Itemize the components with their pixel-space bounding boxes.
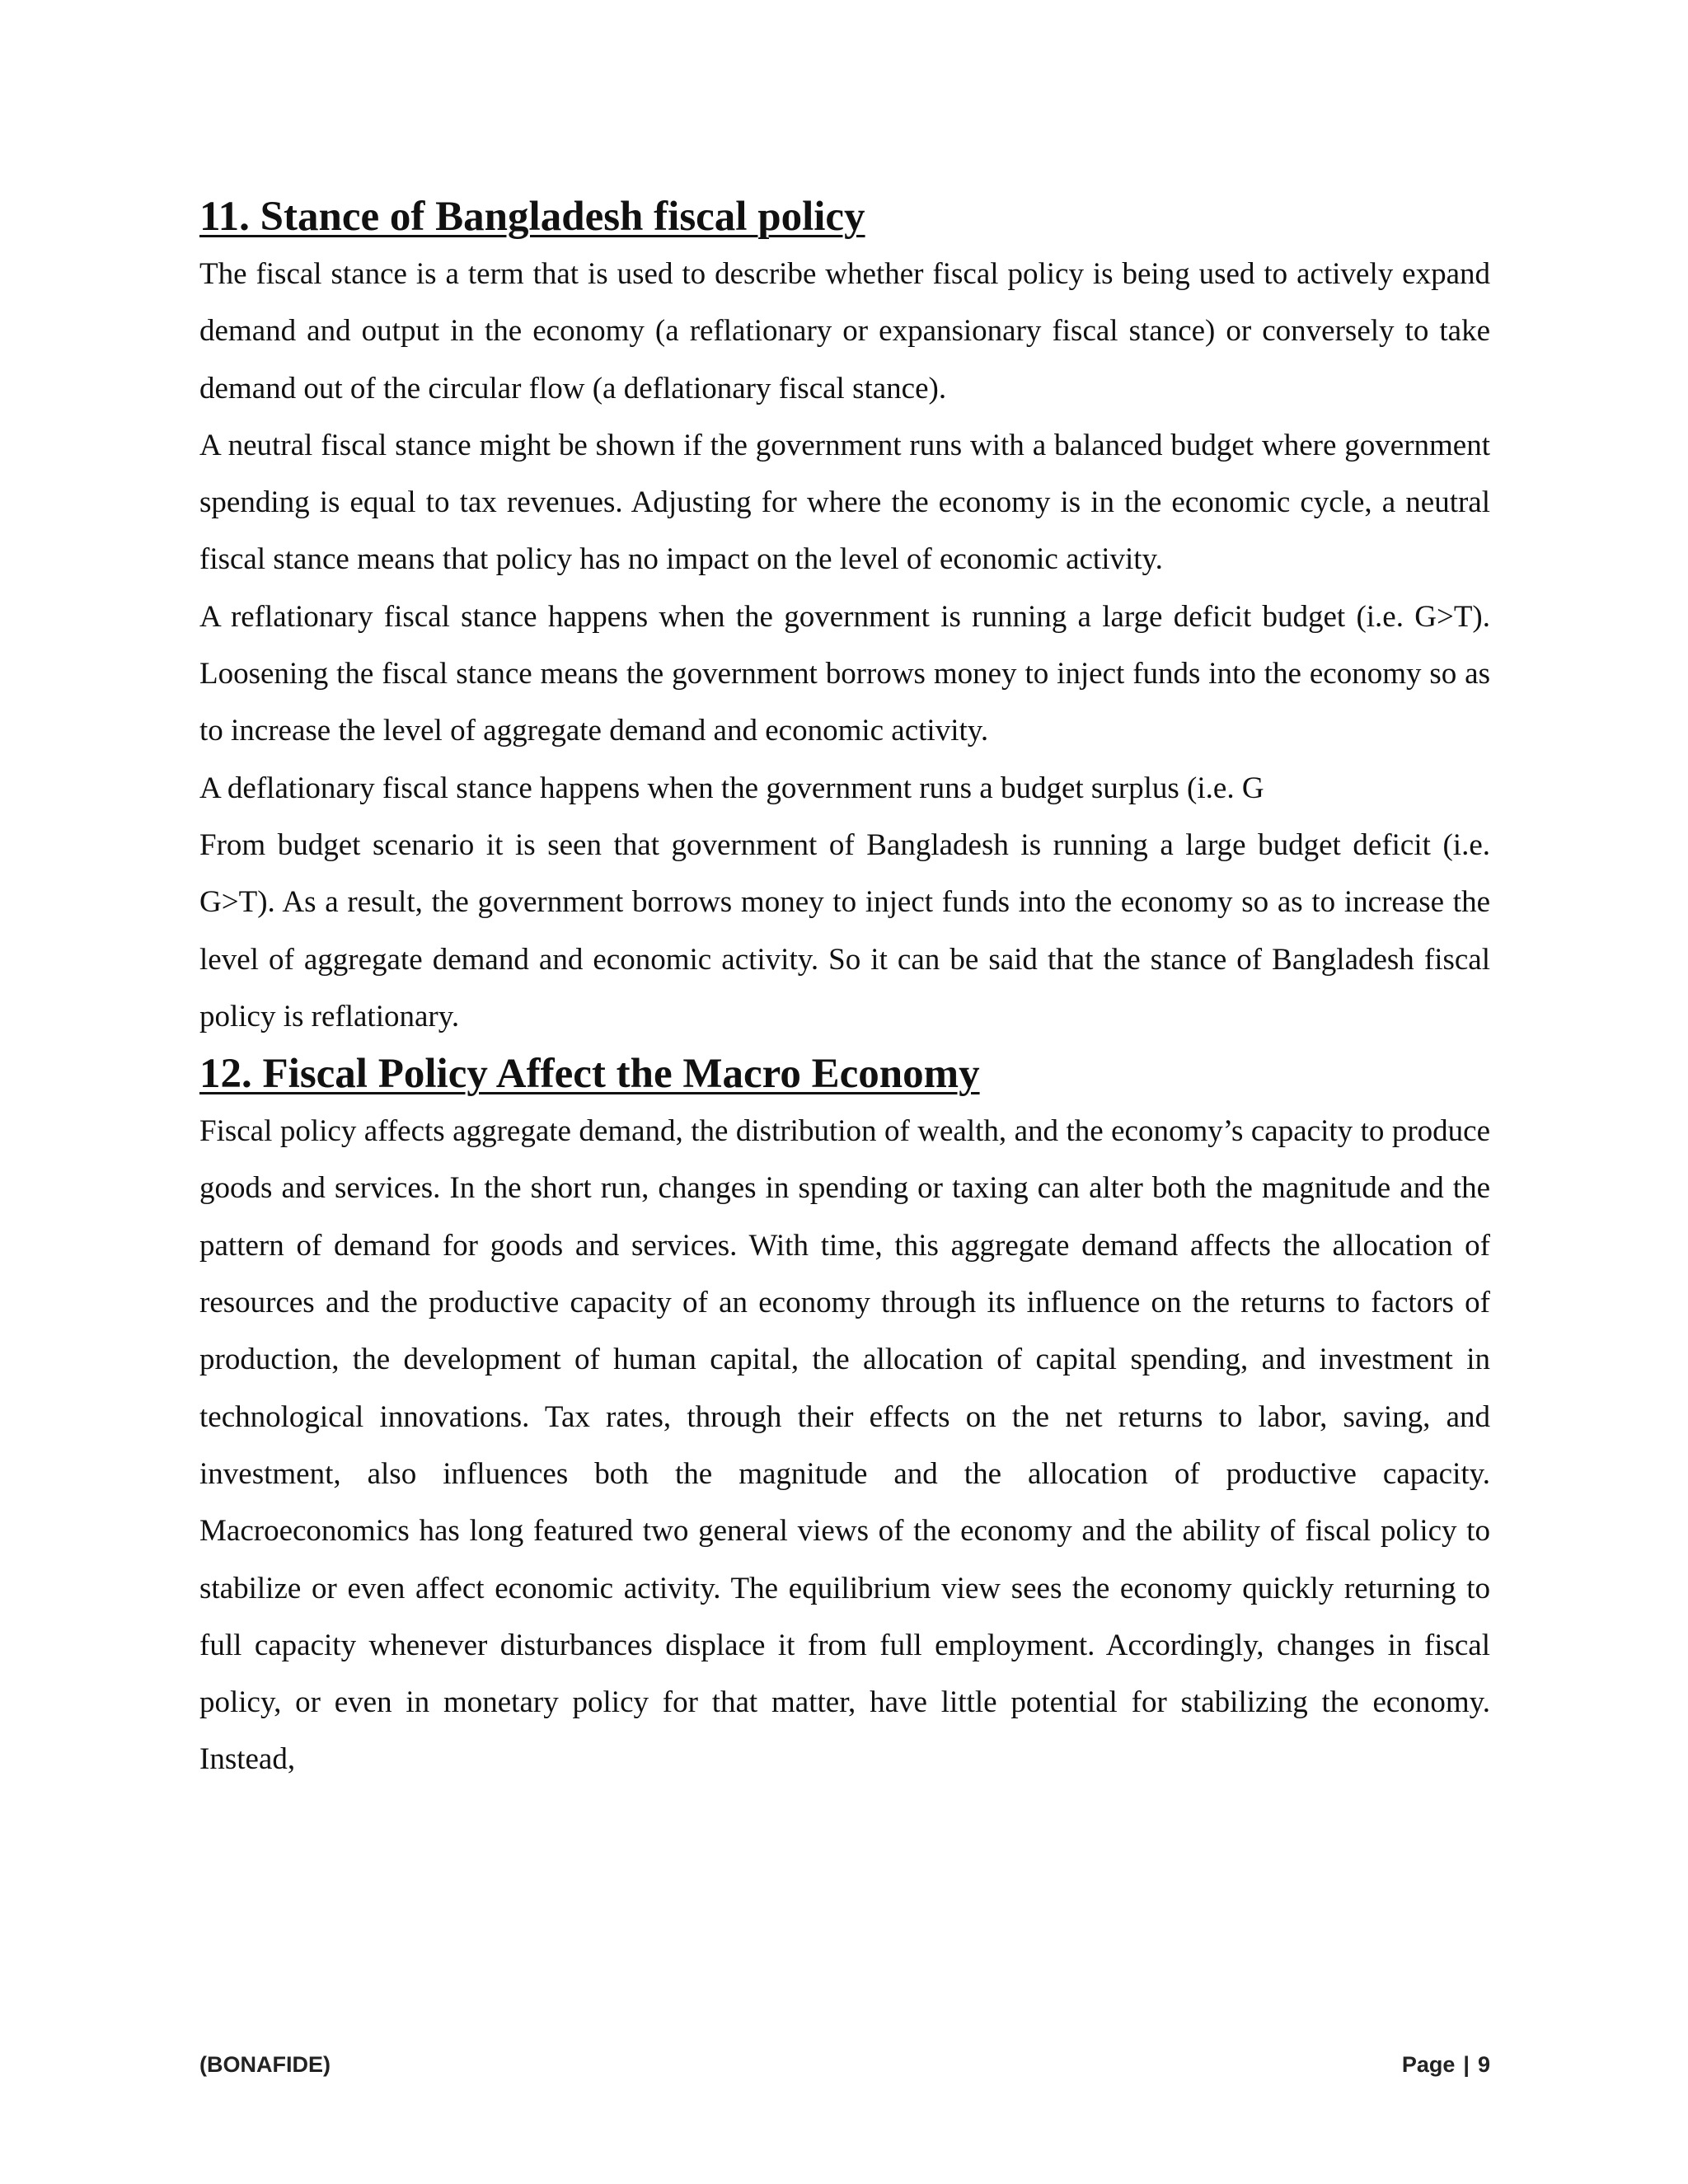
section-11-heading: 11. Stance of Bangladesh fiscal policy bbox=[199, 194, 865, 240]
section-11-paragraph-1: The fiscal stance is a term that is used to describe whether fiscal policy is being used to actively expand demand and output in the economy (a reflationary or expansionary fiscal stance) or conversely to take demand out of the circular flow (a deflationary fiscal stance). bbox=[199, 257, 1490, 405]
section-11-paragraph-2: A neutral fiscal stance might be shown if the government runs with a balanced budget where government spending is equal to tax revenues. Adjusting for where the economy is in the economic cycle, a neutral fiscal stance means that policy has no impact on the level of economic activity. bbox=[199, 428, 1490, 577]
footer-page-indicator bbox=[1402, 2052, 1490, 2078]
footer-page-number: 9 bbox=[1477, 2052, 1490, 2077]
section-11-paragraph-3: A reflationary fiscal stance happens when the government is running a large deficit budget (i.e. G>T). Loosening the fiscal stance means the government borrows money to inject funds into the economy so as to increase the level of aggregate demand and economic activity. bbox=[199, 599, 1490, 748]
page-content bbox=[199, 188, 1490, 1788]
section-11-paragraph-5: From budget scenario it is seen that government of Bangladesh is running a large budget deficit (i.e. G>T). As a result, the government borrows money to inject funds into the economy so as to increase the level of aggregate demand and economic activity. So it can be said that the stance of Bangladesh fiscal policy is reflationary. bbox=[199, 827, 1490, 1033]
section-12-paragraph-1: Fiscal policy affects aggregate demand, the distribution of wealth, and the economy’s capacity to produce goods and services. In the short run, changes in spending or taxing can alter both the magnitude and the pattern of demand for goods and services. With time, this aggregate demand affects the allocation of resources and the productive capacity of an economy through its influence on the returns to factors of production, the development of human capital, the allocation of capital spending, and investment in technological innovations. Tax rates, through their effects on the net returns to labor, saving, and investment, also influences both the magnitude and the allocation of productive capacity. Macroeconomics has long featured two general views of the economy and the ability of fiscal policy to stabilize or even affect economic activity. The equilibrium view sees the economy quickly returning to full capacity whenever disturbances displace it from full employment. Accordingly, changes in fiscal policy, or even in monetary policy for that matter, have little potential for stabilizing the economy. Instead, bbox=[199, 1114, 1490, 1777]
footer-left-label: (BONAFIDE) bbox=[199, 2052, 331, 2077]
section-12-heading: 12. Fiscal Policy Affect the Macro Economy bbox=[199, 1051, 980, 1098]
section-11-paragraph-4: A deflationary fiscal stance happens when the government runs a budget surplus (i.e. G bbox=[199, 771, 1264, 805]
page-footer bbox=[199, 2052, 1490, 2085]
footer-page-label: Page bbox=[1401, 2052, 1456, 2077]
footer-separator: | bbox=[1463, 2052, 1470, 2077]
